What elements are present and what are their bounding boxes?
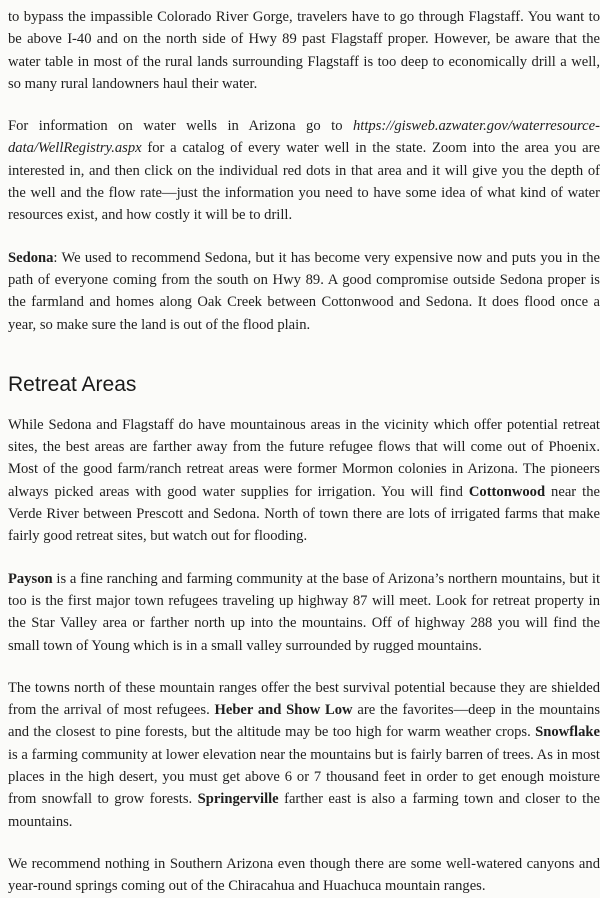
paragraph-text: farther east is also a farming town and closer to the mountains.: [8, 791, 600, 830]
paragraph-northern-towns: [8, 677, 600, 833]
paragraph-water-wells: [8, 115, 600, 226]
paragraph-text: : We used to recommend Sedona, but it has become very expensive now and puts you in the path of everyone coming from the south on Hwy 89. A good compromise outside Sedona proper is the farmland and homes along Oak Creek between Cottonwood and Sedona. It does flood once a year, so make sure the land is out of the flood plain.: [8, 249, 600, 333]
paragraph-text: near the Verde River between Prescott and Sedona. North of town there are lots of irrigated farms that make fairly good retreat sites, but watch out for flooding.: [8, 483, 600, 545]
paragraph-text: We recommend nothing in Southern Arizona even though there are some well-watered canyons and year-round springs coming out of the Chiracahua and Huachuca mountain ranges.: [8, 855, 600, 895]
place-name-snowflake: Snowflake: [535, 724, 600, 741]
paragraph-text: to bypass the impassible Colorado River Gorge, travelers have to go through Flagstaff. You want to be above I-40 and on the north side of Hwy 89 past Flagstaff proper. However, be aware that the water table in most of the rural lands surrounding Flagstaff is too deep to economically drill a well, so many rural landowners haul their water.: [8, 9, 600, 92]
paragraph-sedona: [8, 247, 600, 336]
paragraph-text: for a catalog of every water well in the state. Zoom into the area you are interested in, and then click on the individual red dots in that area and it will give you the depth of the well and the flow rate—just the information you need to have some idea of what kind of water resources exist, and how costly it will be to drill.: [8, 140, 600, 224]
place-name-heber-show-low: Heber and Show Low: [214, 702, 353, 719]
place-name-payson: Payson: [8, 570, 53, 587]
place-name-springerville: Springerville: [197, 791, 279, 808]
section-heading: Retreat Areas: [8, 372, 137, 396]
well-registry-url: https://gisweb.azwater.gov/waterresource-data/WellRegistry.aspx: [8, 118, 600, 157]
place-name-cottonwood: Cottonwood: [468, 483, 546, 500]
paragraph-text: are the favorites—deep in the mountains and the closest to pine forests, but the altitude may be too high for warm weather crops.: [8, 702, 600, 741]
paragraph-southern-arizona: [8, 853, 600, 898]
paragraph-flagstaff-continued: [8, 6, 600, 95]
page-body: [8, 6, 600, 898]
paragraph-text: The towns north of these mountain ranges offer the best survival potential because they are shielded from the arrival of most refugees.: [8, 679, 600, 719]
paragraph-text: is a farming community at lower elevation near the mountains but is fairly barren of trees. As in most places in the high desert, you must get above 6 or 7 thousand feet in order to get enough moisture from snowfall to grow forests.: [8, 746, 600, 808]
paragraph-text: is a fine ranching and farming community at the base of Arizona’s northern mountains, but it too is the first major town refugees traveling up highway 87 will meet. Look for retreat property in the Star Valley area or farther north up into the mountains. Off of highway 288 you will find the small town of Young which is in a small valley surrounded by rugged mountains.: [8, 570, 600, 654]
paragraph-text: For information on water wells in Arizona go to: [8, 118, 353, 135]
place-name-sedona: Sedona: [8, 249, 54, 266]
paragraph-text: While Sedona and Flagstaff do have mountainous areas in the vicinity which offer potential retreat sites, the best areas are farther away from the future refugee flows that will come out of Phoenix. Most of the good farm/ranch retreat areas were former Mormon colonies in Arizona. The pioneers always picked areas with good water supplies for irrigation. You will find: [8, 416, 600, 500]
paragraph-payson: [8, 568, 600, 657]
paragraph-retreat-intro: [8, 414, 600, 548]
